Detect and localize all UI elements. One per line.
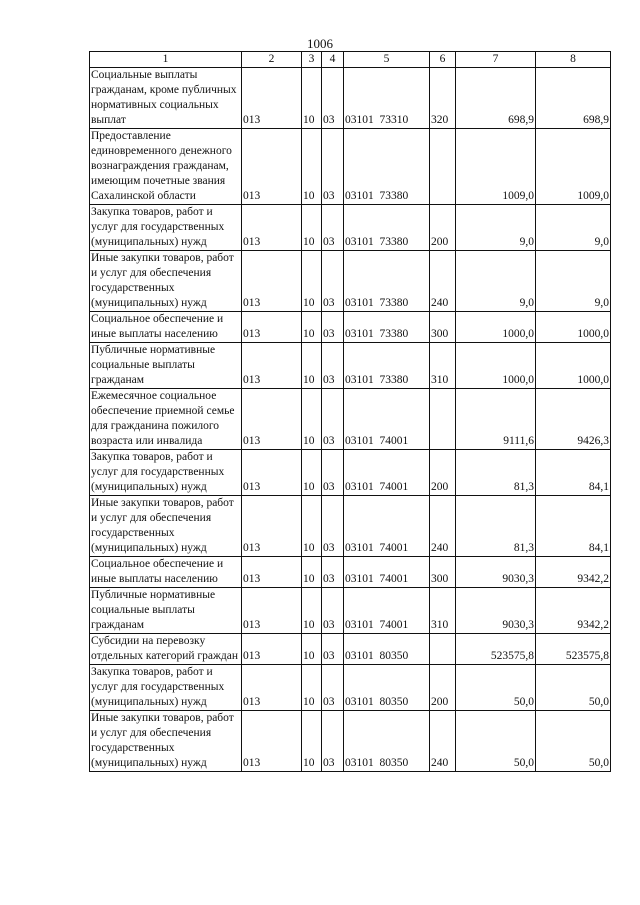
row-amount-7: 9030,3: [456, 588, 536, 634]
row-code-4: 03: [322, 129, 344, 205]
row-amount-7: 698,9: [456, 68, 536, 129]
row-amount-8: 9,0: [536, 205, 611, 251]
row-amount-8: 1000,0: [536, 312, 611, 343]
row-code-6: 240: [430, 251, 456, 312]
row-code-4: 03: [322, 68, 344, 129]
row-code-2: 013: [242, 312, 302, 343]
row-code-4: 03: [322, 588, 344, 634]
row-description: Иные закупки товаров, работ и услуг для обеспечения государственных (муниципальных) нужд: [90, 251, 242, 312]
row-code-4: 03: [322, 251, 344, 312]
row-code-4: 03: [322, 496, 344, 557]
column-header: 5: [344, 52, 430, 68]
row-description: Субсидии на перевозку отдельных категорий граждан: [90, 634, 242, 665]
table-body: [90, 68, 611, 772]
row-amount-8: 698,9: [536, 68, 611, 129]
row-amount-7: 9030,3: [456, 557, 536, 588]
row-description: Иные закупки товаров, работ и услуг для обеспечения государственных (муниципальных) нужд: [90, 711, 242, 772]
row-code-5: 03101 74001: [344, 588, 430, 634]
row-code-5: 03101 80350: [344, 634, 430, 665]
row-amount-7: 81,3: [456, 496, 536, 557]
row-amount-8: 1009,0: [536, 129, 611, 205]
row-code-5: 03101 74001: [344, 389, 430, 450]
row-description: Предоставление единовременного денежного вознаграждения гражданам, имеющим почетные звания Сахалинской области: [90, 129, 242, 205]
row-code-6: 300: [430, 312, 456, 343]
row-code-3: 10: [302, 389, 322, 450]
row-code-3: 10: [302, 251, 322, 312]
row-code-2: 013: [242, 557, 302, 588]
row-amount-7: 9,0: [456, 205, 536, 251]
table-row: [90, 251, 611, 312]
row-code-6: 240: [430, 711, 456, 772]
row-amount-7: 81,3: [456, 450, 536, 496]
table-row: [90, 557, 611, 588]
column-header: 7: [456, 52, 536, 68]
row-code-4: 03: [322, 343, 344, 389]
row-code-2: 013: [242, 389, 302, 450]
table-row: [90, 389, 611, 450]
row-code-5: 03101 80350: [344, 665, 430, 711]
row-amount-7: 9111,6: [456, 389, 536, 450]
row-code-6: [430, 634, 456, 665]
row-code-4: 03: [322, 557, 344, 588]
row-description: Публичные нормативные социальные выплаты гражданам: [90, 343, 242, 389]
row-amount-8: 9426,3: [536, 389, 611, 450]
row-code-3: 10: [302, 496, 322, 557]
row-amount-7: 50,0: [456, 665, 536, 711]
row-code-2: 013: [242, 68, 302, 129]
row-amount-8: 50,0: [536, 711, 611, 772]
row-amount-8: 523575,8: [536, 634, 611, 665]
row-code-6: [430, 129, 456, 205]
row-code-2: 013: [242, 711, 302, 772]
row-amount-7: 9,0: [456, 251, 536, 312]
row-code-2: 013: [242, 343, 302, 389]
row-amount-8: 9,0: [536, 251, 611, 312]
column-header: 1: [90, 52, 242, 68]
row-code-5: 03101 73380: [344, 129, 430, 205]
row-code-6: [430, 389, 456, 450]
column-header: 6: [430, 52, 456, 68]
table-row: [90, 343, 611, 389]
row-description: Иные закупки товаров, работ и услуг для обеспечения государственных (муниципальных) нужд: [90, 496, 242, 557]
row-code-4: 03: [322, 205, 344, 251]
row-code-4: 03: [322, 711, 344, 772]
column-header: 2: [242, 52, 302, 68]
row-amount-8: 9342,2: [536, 588, 611, 634]
row-code-2: 013: [242, 205, 302, 251]
row-code-5: 03101 74001: [344, 450, 430, 496]
table-row: [90, 588, 611, 634]
row-code-5: 03101 74001: [344, 557, 430, 588]
row-amount-7: 523575,8: [456, 634, 536, 665]
row-amount-8: 84,1: [536, 496, 611, 557]
row-amount-8: 1000,0: [536, 343, 611, 389]
row-code-4: 03: [322, 450, 344, 496]
row-description: Закупка товаров, работ и услуг для государственных (муниципальных) нужд: [90, 205, 242, 251]
row-code-3: 10: [302, 711, 322, 772]
row-code-4: 03: [322, 634, 344, 665]
page-number: 1006: [307, 36, 333, 51]
row-code-3: 10: [302, 634, 322, 665]
row-amount-8: 9342,2: [536, 557, 611, 588]
row-code-5: 03101 73310: [344, 68, 430, 129]
row-code-6: 310: [430, 588, 456, 634]
column-header: 3: [302, 52, 322, 68]
row-code-3: 10: [302, 312, 322, 343]
table-row: [90, 68, 611, 129]
table-row: [90, 496, 611, 557]
table-row: [90, 634, 611, 665]
row-amount-7: 1009,0: [456, 129, 536, 205]
row-code-5: 03101 73380: [344, 312, 430, 343]
budget-table: [89, 51, 611, 772]
row-description: Публичные нормативные социальные выплаты гражданам: [90, 588, 242, 634]
row-code-2: 013: [242, 496, 302, 557]
row-code-6: 200: [430, 665, 456, 711]
row-code-2: 013: [242, 251, 302, 312]
row-code-6: 300: [430, 557, 456, 588]
row-code-2: 013: [242, 588, 302, 634]
row-code-6: 310: [430, 343, 456, 389]
row-code-5: 03101 73380: [344, 251, 430, 312]
row-amount-8: 50,0: [536, 665, 611, 711]
table-row: [90, 450, 611, 496]
column-header: 8: [536, 52, 611, 68]
row-code-5: 03101 73380: [344, 343, 430, 389]
row-code-3: 10: [302, 665, 322, 711]
table-header-row: [90, 52, 611, 68]
column-header: 4: [322, 52, 344, 68]
row-code-6: 200: [430, 450, 456, 496]
row-description: Ежемесячное социальное обеспечение приемной семье для гражданина пожилого возраста или инвалида: [90, 389, 242, 450]
table-row: [90, 205, 611, 251]
row-code-5: 03101 73380: [344, 205, 430, 251]
row-code-3: 10: [302, 557, 322, 588]
row-amount-8: 84,1: [536, 450, 611, 496]
row-code-2: 013: [242, 634, 302, 665]
row-code-3: 10: [302, 68, 322, 129]
row-amount-7: 1000,0: [456, 312, 536, 343]
row-description: Закупка товаров, работ и услуг для государственных (муниципальных) нужд: [90, 665, 242, 711]
table-row: [90, 312, 611, 343]
row-code-6: 200: [430, 205, 456, 251]
row-amount-7: 50,0: [456, 711, 536, 772]
row-description: Социальные выплаты гражданам, кроме публичных нормативных социальных выплат: [90, 68, 242, 129]
row-code-3: 10: [302, 205, 322, 251]
row-code-3: 10: [302, 343, 322, 389]
row-code-5: 03101 74001: [344, 496, 430, 557]
row-code-3: 10: [302, 450, 322, 496]
row-code-2: 013: [242, 450, 302, 496]
row-code-2: 013: [242, 665, 302, 711]
row-code-3: 10: [302, 588, 322, 634]
row-code-4: 03: [322, 312, 344, 343]
table-row: [90, 129, 611, 205]
row-code-4: 03: [322, 665, 344, 711]
row-code-5: 03101 80350: [344, 711, 430, 772]
table-row: [90, 665, 611, 711]
row-description: Закупка товаров, работ и услуг для государственных (муниципальных) нужд: [90, 450, 242, 496]
row-code-4: 03: [322, 389, 344, 450]
table-row: [90, 711, 611, 772]
row-code-3: 10: [302, 129, 322, 205]
row-code-6: 320: [430, 68, 456, 129]
row-amount-7: 1000,0: [456, 343, 536, 389]
row-code-6: 240: [430, 496, 456, 557]
row-code-2: 013: [242, 129, 302, 205]
row-description: Социальное обеспечение и иные выплаты населению: [90, 557, 242, 588]
row-description: Социальное обеспечение и иные выплаты населению: [90, 312, 242, 343]
